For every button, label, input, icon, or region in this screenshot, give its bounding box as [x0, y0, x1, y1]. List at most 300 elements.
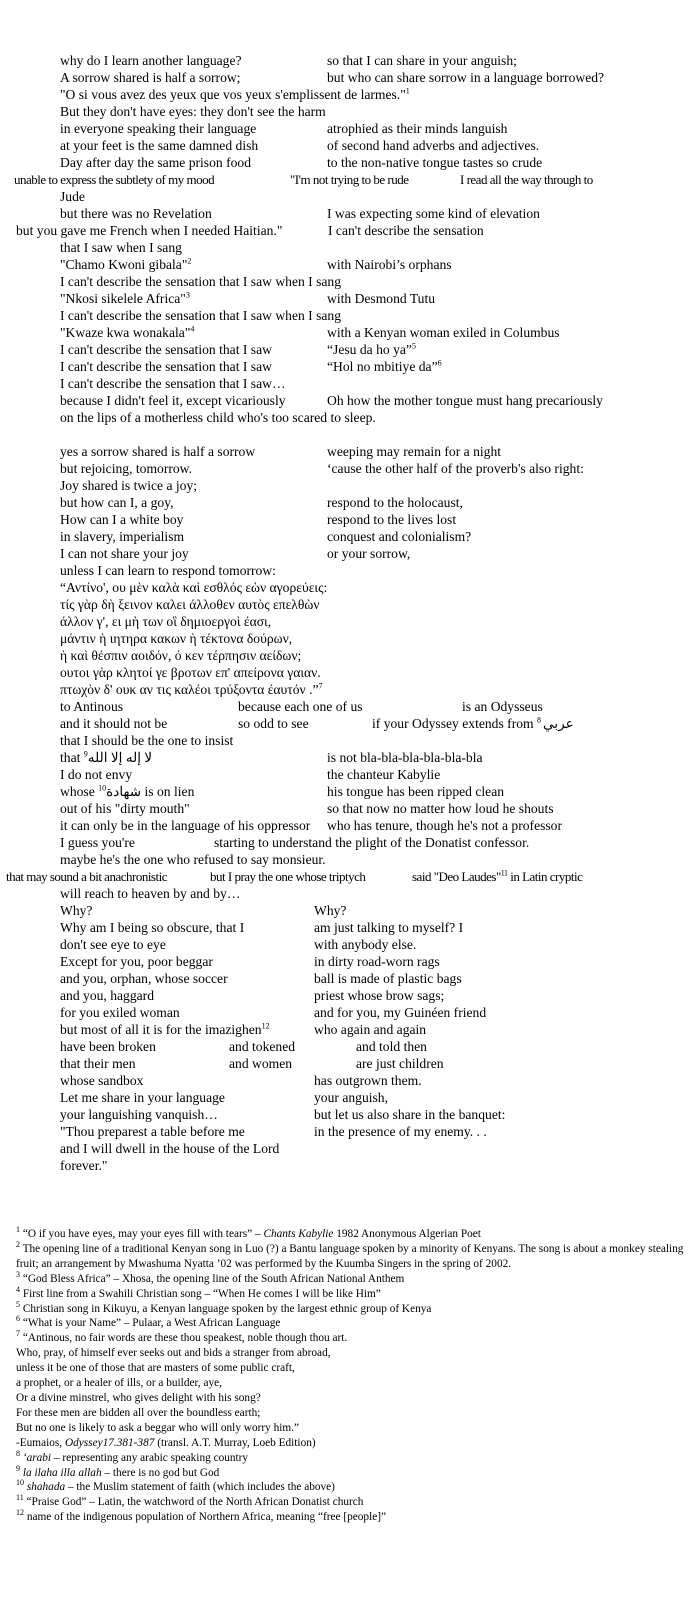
footnote-text: “What is your Name” – Pulaar, a West African Language	[22, 1317, 281, 1330]
poem-line-segment	[60, 851, 326, 868]
segment-text: have been broken	[60, 1039, 156, 1054]
segment-text: with anybody else.	[314, 937, 417, 952]
segment-text: ball is made of plastic bags	[314, 971, 462, 986]
footnote-line	[16, 1331, 688, 1346]
poem-line-segment	[60, 324, 194, 341]
segment-text: "Chamo Kwoni gibala"	[60, 257, 188, 272]
poem-line-segment	[60, 137, 258, 154]
poem-line-segment	[327, 766, 440, 783]
footnote-marker: 6	[437, 358, 442, 368]
poem-line-segment	[60, 409, 376, 426]
segment-text: that I should be the one to insist	[60, 733, 234, 748]
segment-text: whose شهادة	[60, 784, 142, 799]
segment-text: but I pray the one whose triptych	[210, 869, 366, 884]
segment-text: I can't describe the sensation that I saw when I sang	[60, 274, 342, 289]
segment-text: because each one of us	[238, 699, 363, 714]
poem-line-segment	[60, 494, 174, 511]
segment-text: unless I can learn to respond tomorrow:	[60, 563, 276, 578]
segment-text: and women	[229, 1056, 293, 1071]
segment-text: yes a sorrow shared is half a sorrow	[60, 444, 256, 459]
poem-line-segment	[314, 936, 416, 953]
poem-line-segment	[60, 69, 240, 86]
poem-line-segment	[210, 868, 365, 885]
footnote-number: 9	[16, 1463, 20, 1473]
segment-text: ουτοι γὰρ κλητοί γε βροτων επ' απείρονα γαιαν.	[60, 665, 321, 680]
footnote-line	[16, 1495, 688, 1510]
poem-line-segment	[327, 324, 560, 341]
poem-line-segment	[60, 1055, 136, 1072]
poem-line-segment	[314, 987, 444, 1004]
footnote-marker: 2	[187, 256, 192, 266]
footnote-text: Or a divine minstrel, who gives delight with his song?	[16, 1391, 261, 1404]
poem-line-segment	[60, 579, 327, 596]
poem-line-segment	[60, 1123, 245, 1140]
segment-text-after: is on lien	[141, 784, 195, 799]
segment-text: to the non-native tongue tastes so crude	[327, 155, 543, 170]
footnote-text-after: – there is no god but God	[101, 1466, 220, 1479]
footnote-marker: 1	[405, 86, 410, 96]
poem-line-segment	[327, 800, 554, 817]
segment-text: in the presence of my enemy. . .	[314, 1124, 487, 1139]
poem-line-segment	[327, 460, 584, 477]
footnote-marker: 8	[536, 715, 543, 725]
poem-line-segment	[229, 1038, 295, 1055]
poem-line-segment	[60, 341, 272, 358]
poem-line-segment	[60, 715, 167, 732]
poem-line-segment	[60, 834, 135, 851]
segment-text: and I will dwell in the house of the Lord	[60, 1141, 280, 1156]
footnote-marker: 7	[318, 681, 323, 691]
poem-line-segment	[314, 970, 462, 987]
poem-line-segment	[14, 171, 214, 188]
footnote-text: “Antinous, no fair words are these thou speakest, noble though thou art.	[22, 1332, 348, 1345]
poem-line-segment	[60, 256, 191, 273]
poem-line-segment	[60, 766, 132, 783]
poem-line-segment	[328, 222, 484, 239]
segment-text: I can not share your joy	[60, 546, 189, 561]
footnote-italic: shahada	[26, 1481, 66, 1494]
segment-text: are just children	[356, 1056, 444, 1071]
footnote-text-after: 1982 Anonymous Algerian Poet	[333, 1228, 481, 1240]
segment-text: How can I a white boy	[60, 512, 184, 527]
poem-line-segment	[314, 1004, 486, 1021]
segment-text: who has tenure, though he's not a professor	[327, 818, 563, 833]
poem-line-segment	[60, 562, 276, 579]
poem-line-segment	[60, 681, 323, 698]
poem-line-segment	[60, 307, 341, 324]
poem-line-segment	[60, 86, 410, 103]
segment-text: the chanteur Kabylie	[327, 767, 441, 782]
segment-text: if your Odyssey extends from عربي	[372, 716, 574, 731]
segment-text: is not bla-bla-bla-bla-bla-bla	[327, 750, 483, 765]
footnote-marker: 4	[190, 324, 195, 334]
segment-text: unable to express the subtlety of my mood	[14, 172, 215, 187]
poem-line-segment	[60, 630, 292, 647]
poem-line-segment	[60, 647, 301, 664]
footnote-number: 3	[16, 1269, 20, 1279]
poem-line-segment	[60, 375, 286, 392]
poem-line-segment	[327, 256, 452, 273]
segment-text: priest whose brow sags;	[314, 988, 445, 1003]
segment-text: Oh how the mother tongue must hang precariously	[327, 393, 603, 408]
segment-text: άλλον γ', ει μὴ των οἳ δημιοεργοὶ έασι,	[60, 614, 272, 629]
poem-line-segment	[60, 1089, 225, 1106]
footnote-line	[16, 1376, 688, 1391]
segment-text-after: in Latin cryptic	[507, 869, 583, 884]
segment-text: respond to the lives lost	[327, 512, 457, 527]
segment-text: ‘cause the other half of the proverb's also right:	[327, 461, 584, 476]
poem-line-segment	[229, 1055, 292, 1072]
segment-text: your languishing vanquish…	[60, 1107, 218, 1122]
poem-line-segment	[60, 188, 85, 205]
poem-line-segment	[356, 1055, 444, 1072]
footnote-italic: Odyssey17.381-387	[64, 1436, 155, 1449]
footnote-number: 7	[16, 1329, 20, 1339]
poem-line-segment	[60, 885, 240, 902]
footnote-marker: 11	[500, 868, 508, 878]
footnote-text: First line from a Swahili Christian song – “When He comes I will be like Him”	[22, 1287, 381, 1300]
segment-text: Day after day the same prison food	[60, 155, 252, 170]
footnote-text: “O if you have eyes, may your eyes fill with tears” –	[22, 1228, 264, 1240]
poem-line-segment	[327, 205, 540, 222]
poem-line-segment	[60, 528, 184, 545]
poem-line-segment	[327, 69, 604, 86]
segment-text: and tokened	[229, 1039, 296, 1054]
segment-text: but who can share sorrow in a language borrowed?	[327, 70, 605, 85]
segment-text: on the lips of a motherless child who's too scared to sleep.	[60, 410, 376, 425]
footnote-line	[16, 1421, 688, 1436]
footnote-line	[16, 1463, 688, 1481]
poem-line-segment	[60, 970, 228, 987]
segment-text: out of his "dirty mouth"	[60, 801, 190, 816]
poem-line-segment	[60, 749, 152, 766]
footnote-text: Christian song in Kikuyu, a Kenyan language spoken by the largest ethnic group of Kenya	[22, 1302, 432, 1315]
poem-line-segment	[60, 1038, 156, 1055]
poem-line-segment	[314, 919, 463, 936]
segment-text: whose sandbox	[60, 1073, 144, 1088]
segment-text: I can't describe the sensation that I saw	[60, 359, 272, 374]
footnote-italic: la ilaha illa allah	[22, 1466, 102, 1479]
segment-text: πτωχὸν δ' ουκ αν τις καλέοι τρύξοντα έαυτόν .”	[60, 682, 319, 697]
poem-line-segment	[314, 1123, 487, 1140]
poem-line-segment	[60, 919, 244, 936]
footnote-text: “God Bless Africa” – Xhosa, the opening line of the South African National Anthem	[22, 1272, 405, 1285]
poem-line-segment	[356, 1038, 427, 1055]
footnote-line	[16, 1406, 688, 1421]
segment-text: conquest and colonialism?	[327, 529, 472, 544]
poem-line-segment	[60, 800, 190, 817]
poem-line-segment	[60, 205, 212, 222]
poem-line-segment	[314, 1106, 505, 1123]
segment-text: why do I learn another language?	[60, 53, 242, 68]
poem-line-segment	[16, 222, 282, 239]
segment-text: at your feet is the same damned dish	[60, 138, 259, 153]
segment-text: τίς γὰρ δὴ ξεινον καλει άλλοθεν αυτὸς επελθὼν	[60, 597, 320, 612]
segment-text: in slavery, imperialism	[60, 529, 185, 544]
poem-line-segment	[60, 154, 251, 171]
poem-line-segment	[327, 545, 410, 562]
poem-line-segment	[60, 358, 272, 375]
footnotes	[16, 1227, 688, 1525]
poem-line-segment	[314, 1021, 426, 1038]
segment-text: “Αντίνο', ου μὲν καλὰ καὶ εσθλός εὼν αγορεύεις:	[60, 580, 328, 595]
segment-text: Why?	[314, 903, 347, 918]
poem-line-segment	[327, 528, 471, 545]
poem-line-segment	[60, 1106, 218, 1123]
segment-text: with Nairobi’s orphans	[327, 257, 452, 272]
footnote-text: name of the indigenous population of Northern Africa, meaning “free [people]”	[26, 1511, 387, 1524]
poem-line-segment	[60, 1021, 270, 1038]
segment-text: will reach to heaven by and by…	[60, 886, 241, 901]
segment-text: A sorrow shared is half a sorrow;	[60, 70, 241, 85]
footnote-marker: 5	[411, 341, 416, 351]
segment-text: that لا إله إلا الله	[60, 750, 153, 765]
footnote-text: Who, pray, of himself ever seeks out and bids a stranger from abroad,	[16, 1347, 331, 1360]
footnote-line	[16, 1480, 688, 1495]
segment-text: and told then	[356, 1039, 427, 1054]
footnote-line	[16, 1448, 688, 1466]
poem-line-segment	[327, 443, 501, 460]
poem-line-segment	[60, 239, 182, 256]
segment-text: is an Odysseus	[462, 699, 543, 714]
segment-text: in everyone speaking their language	[60, 121, 257, 136]
segment-text: and you, haggard	[60, 988, 154, 1003]
poem-line-segment	[60, 273, 341, 290]
segment-text: it can only be in the language of his oppressor	[60, 818, 311, 833]
poem-line-segment	[60, 52, 242, 69]
footnote-text-after: (transl. A.T. Murray, Loeb Edition)	[154, 1436, 316, 1449]
footnote-line	[16, 1361, 688, 1376]
segment-text: but you gave me French when I needed Haitian."	[16, 223, 283, 238]
segment-text: in dirty road-worn rags	[314, 954, 440, 969]
segment-text: with a Kenyan woman exiled in Columbus	[327, 325, 560, 340]
footnote-text: But no one is likely to ask a beggar who will only worry him.”	[16, 1421, 300, 1434]
segment-text: who again and again	[314, 1022, 427, 1037]
poem-line-segment	[60, 1004, 180, 1021]
poem-line-segment	[327, 817, 562, 834]
poem-line-segment	[60, 443, 255, 460]
segment-text: for you exiled woman	[60, 1005, 180, 1020]
footnote-number: 10	[16, 1478, 24, 1488]
footnote-number: 6	[16, 1314, 20, 1324]
segment-text: ὴ καὶ θέσπιν αοιδόν, ό κεν τέρπησιν αείδων;	[60, 648, 302, 663]
poem-line-segment	[238, 715, 309, 732]
footnote-number: 8	[16, 1448, 20, 1458]
segment-text: atrophied as their minds languish	[327, 121, 508, 136]
segment-text: Why am I being so obscure, that I	[60, 920, 245, 935]
poem-line-segment	[60, 120, 256, 137]
poem-line-segment	[60, 613, 271, 630]
footnote-marker: 12	[261, 1021, 270, 1031]
poem-line-segment	[60, 783, 194, 800]
segment-text: so odd to see	[238, 716, 309, 731]
footnote-text: -Eumaios,	[16, 1436, 65, 1449]
footnote-number: 11	[16, 1493, 24, 1503]
segment-text: "Thou preparest a table before me	[60, 1124, 245, 1139]
footnote-line	[16, 1227, 688, 1242]
poem-line-segment	[460, 171, 593, 188]
poem-line-segment	[327, 511, 456, 528]
segment-text: "Kwaze kwa wonakala"	[60, 325, 191, 340]
segment-text: I can't describe the sensation	[328, 223, 484, 238]
poem-line-segment	[60, 664, 321, 681]
poem-line-segment	[327, 341, 416, 358]
poem-line-segment	[462, 698, 543, 715]
footnote-text: a prophet, or a healer of ills, or a builder, aye,	[16, 1377, 222, 1390]
segment-text: Joy shared is twice a joy;	[60, 478, 198, 493]
footnote-number: 1	[16, 1225, 20, 1235]
segment-text: Except for you, poor beggar	[60, 954, 213, 969]
footnote-text: unless it be one of those that are masters of some public craft,	[16, 1362, 295, 1375]
footnote-italic: Chants Kabylie	[263, 1228, 334, 1240]
segment-text: I read all the way through to	[460, 172, 593, 187]
segment-text: starting to understand the plight of the Donatist confessor.	[214, 835, 530, 850]
footnote-line	[16, 1346, 688, 1361]
segment-text: forever."	[60, 1158, 108, 1173]
poem-line-segment	[214, 834, 529, 851]
segment-text: "O si vous avez des yeux que vos yeux s'emplissent de larmes."	[60, 87, 406, 102]
poem-line-segment	[412, 868, 582, 885]
footnote-line	[16, 1436, 688, 1451]
footnote-text-after: – representing any arabic speaking country	[51, 1451, 249, 1464]
poem-line-segment	[327, 749, 483, 766]
footnote-line	[16, 1391, 688, 1406]
poem-line-segment	[60, 103, 326, 120]
poem-line-segment	[327, 137, 539, 154]
segment-text: that may sound a bit anachronistic	[6, 869, 167, 884]
poem-line-segment	[60, 596, 319, 613]
segment-text: "Nkosi sikelele Africa"	[60, 291, 186, 306]
segment-text: But they don't have eyes: they don't see the harm	[60, 104, 326, 119]
poem-line-segment	[60, 1157, 107, 1174]
segment-text: so that now no matter how loud he shouts	[327, 801, 554, 816]
poem-line-segment	[60, 936, 166, 953]
poem-line-segment	[60, 902, 92, 919]
footnote-italic: ‘arabi	[22, 1451, 52, 1464]
poem-line-segment	[327, 358, 442, 375]
footnote-line	[16, 1299, 688, 1317]
poem-line-segment	[60, 477, 197, 494]
poem-line-segment	[60, 698, 123, 715]
poem-line-segment	[314, 1072, 422, 1089]
footnote-text: The opening line of a traditional Kenyan song in Luo (?) a Bantu language spoken by a minority of Kenyans. The song is about a monkey stealing fruit; an arrangement by Mwashuma Nyatta ’02 was performed by the Kuumba Singers in the spring of 2002.	[16, 1242, 684, 1270]
segment-text: and you, orphan, whose soccer	[60, 971, 228, 986]
footnote-text: “Praise God” – Latin, the watchword of the North African Donatist church	[26, 1496, 364, 1509]
poem-line-segment	[238, 698, 363, 715]
poem-line-segment	[327, 494, 463, 511]
footnote-line	[16, 1269, 688, 1287]
poem-line-segment	[290, 171, 409, 188]
poem-line-segment	[327, 52, 517, 69]
footnote-line	[16, 1284, 688, 1302]
segment-text: but rejoicing, tomorrow.	[60, 461, 193, 476]
segment-text: I was expecting some kind of elevation	[327, 206, 540, 221]
segment-text: of second hand adverbs and adjectives.	[327, 138, 540, 153]
footnote-line	[16, 1316, 688, 1331]
segment-text: "I'm not trying to be rude	[290, 172, 409, 187]
segment-text: with Desmond Tutu	[327, 291, 436, 306]
poem-line-segment	[314, 1089, 388, 1106]
poem-line-segment	[60, 1140, 279, 1157]
footnote-marker: 9	[83, 749, 88, 759]
segment-text: Why?	[60, 903, 93, 918]
segment-text: Jude	[60, 189, 85, 204]
segment-text: his tongue has been ripped clean	[327, 784, 505, 799]
poem-line-segment	[327, 392, 603, 409]
segment-text: Let me share in your language	[60, 1090, 225, 1105]
poem-line-segment	[60, 1072, 143, 1089]
segment-text: but most of all it is for the imazighen	[60, 1022, 262, 1037]
segment-text: because I didn't feel it, except vicariously	[60, 393, 286, 408]
segment-text: or your sorrow,	[327, 546, 411, 561]
poem-line-segment	[327, 154, 542, 171]
segment-text: I can't describe the sensation that I saw…	[60, 376, 286, 391]
segment-text: to Antinous	[60, 699, 124, 714]
footnote-number: 4	[16, 1284, 20, 1294]
poem-line-segment	[60, 545, 189, 562]
segment-text: I can't describe the sensation that I saw when I sang	[60, 308, 342, 323]
poem-line-segment	[60, 817, 310, 834]
poem-line-segment	[60, 987, 154, 1004]
segment-text: and for you, my Guinéen friend	[314, 1005, 487, 1020]
poem-line-segment	[327, 783, 504, 800]
poem-line-segment	[60, 732, 233, 749]
poem-line-segment	[60, 290, 190, 307]
footnote-marker: 3	[185, 290, 190, 300]
segment-text: μάντιν ὴ ιητηρα κακων ὴ τέκτονα δούρων,	[60, 631, 293, 646]
poem-line-segment	[60, 392, 286, 409]
segment-text: said "Deo Laudes"	[412, 869, 501, 884]
footnote-line	[16, 1510, 688, 1525]
footnote-text: For these men are bidden all over the boundless earth;	[16, 1406, 261, 1419]
segment-text: don't see eye to eye	[60, 937, 166, 952]
segment-text: weeping may remain for a night	[327, 444, 502, 459]
segment-text: your anguish,	[314, 1090, 389, 1105]
segment-text: but how can I, a goy,	[60, 495, 174, 510]
poem-line-segment	[60, 460, 192, 477]
segment-text: but let us also share in the banquet:	[314, 1107, 506, 1122]
segment-text: that I saw when I sang	[60, 240, 182, 255]
segment-text: has outgrown them.	[314, 1073, 422, 1088]
segment-text: that their men	[60, 1056, 136, 1071]
footnote-text-after: – the Muslim statement of faith (which includes the above)	[65, 1481, 335, 1494]
segment-text: and it should not be	[60, 716, 168, 731]
poem-line-segment	[60, 511, 183, 528]
segment-text: so that I can share in your anguish;	[327, 53, 517, 68]
poem-line-segment	[327, 120, 507, 137]
footnote-marker: 10	[98, 783, 107, 793]
segment-text: I guess you're	[60, 835, 135, 850]
segment-text: “Hol no mbitiye da”	[327, 359, 438, 374]
poem-line-segment	[327, 290, 435, 307]
segment-text: respond to the holocaust,	[327, 495, 463, 510]
poem-line-segment	[314, 902, 346, 919]
footnote-number: 12	[16, 1508, 24, 1518]
footnote-line	[16, 1242, 688, 1272]
poem-line-segment	[314, 953, 440, 970]
segment-text: I can't describe the sensation that I saw	[60, 342, 272, 357]
segment-text: maybe he's the one who refused to say monsieur.	[60, 852, 326, 867]
poem-line-segment	[372, 715, 574, 732]
segment-text: I do not envy	[60, 767, 133, 782]
footnote-number: 5	[16, 1299, 20, 1309]
segment-text: “Jesu da ho ya”	[327, 342, 412, 357]
poem-line-segment	[6, 868, 167, 885]
segment-text: am just talking to myself? I	[314, 920, 464, 935]
poem-line-segment	[60, 953, 213, 970]
segment-text: but there was no Revelation	[60, 206, 212, 221]
footnote-number: 2	[16, 1240, 20, 1250]
